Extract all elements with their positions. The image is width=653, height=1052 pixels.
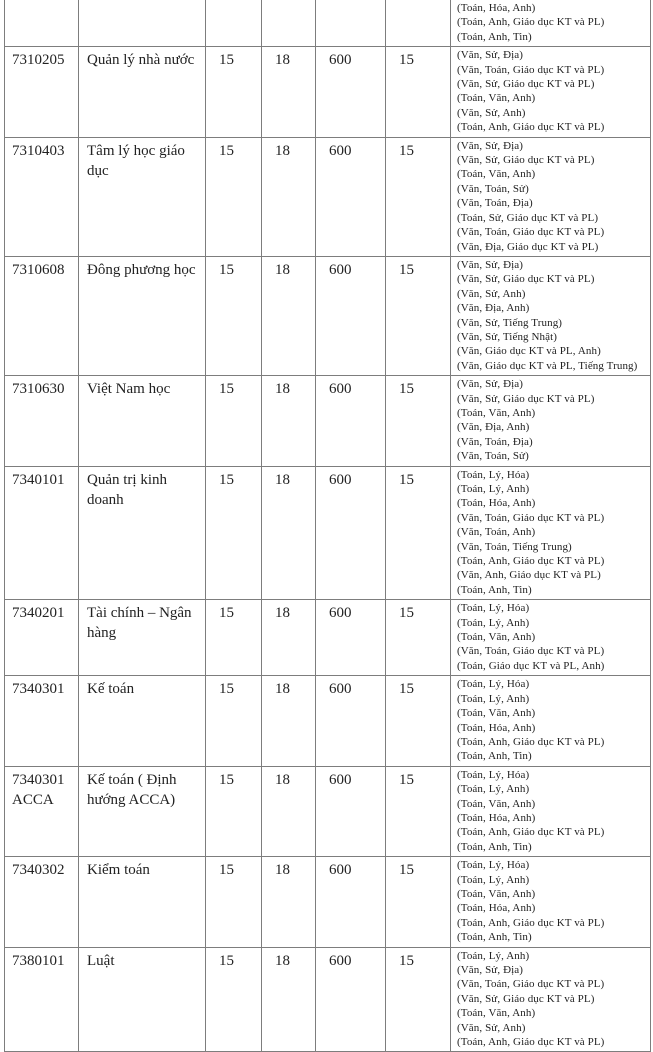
subject-combination: (Toán, Hóa, Anh) (457, 721, 536, 734)
subject-combination: (Văn, Sử, Giáo dục KT và PL) (457, 992, 595, 1005)
subject-combinations-cell (451, 466, 651, 600)
subject-combination: (Văn, Toán, Giáo dục KT và PL) (457, 511, 605, 524)
subject-combination: (Toán, Văn, Anh) (457, 887, 536, 900)
subject-combination: (Văn, Địa, Giáo dục KT và PL) (457, 240, 599, 253)
subject-combination: (Văn, Sử, Địa) (457, 258, 524, 271)
major-code-cell: 7310608 (5, 256, 79, 375)
value-cell-1: 15 (206, 857, 262, 947)
major-name-cell: Luật (79, 947, 206, 1052)
subject-combination: (Văn, Toán, Địa) (457, 435, 533, 448)
subject-combination: (Văn, Toán, Giáo dục KT và PL) (457, 978, 605, 991)
major-code-cell: 7340301 ACCA (5, 766, 79, 856)
value-cell-1: 15 (206, 47, 262, 137)
subject-combination: (Văn, Sử, Địa) (457, 378, 524, 391)
value-cell-4: 15 (386, 256, 451, 375)
subject-combination: (Toán, Giáo dục KT và PL, Anh) (457, 659, 605, 672)
major-code-cell: 7340101 (5, 466, 79, 600)
value-cell-3: 600 (316, 676, 386, 766)
major-name-cell: Kiểm toán (79, 857, 206, 947)
subject-combination: (Toán, Anh, Giáo dục KT và PL) (457, 555, 605, 568)
value-cell-3 (316, 0, 386, 47)
value-cell-1: 15 (206, 137, 262, 256)
table-row (5, 376, 651, 466)
value-cell-4: 15 (386, 857, 451, 947)
value-cell-1: 15 (206, 466, 262, 600)
value-cell-2: 18 (262, 947, 316, 1052)
subject-combination: (Văn, Sử, Địa) (457, 139, 524, 152)
major-name-cell: Kế toán ( Định hướng ACCA) (79, 766, 206, 856)
value-cell-4: 15 (386, 466, 451, 600)
value-cell-1: 15 (206, 766, 262, 856)
table-row (5, 857, 651, 947)
subject-combination: (Toán, Anh, Giáo dục KT và PL) (457, 1036, 605, 1049)
subject-combination: (Văn, Toán, Sử) (457, 182, 529, 195)
subject-combination: (Toán, Hóa, Anh) (457, 2, 536, 14)
subject-combination: (Toán, Anh, Giáo dục KT và PL) (457, 16, 605, 29)
subject-combination: (Toán, Văn, Anh) (457, 92, 536, 105)
subject-combination: (Toán, Lý, Hóa) (457, 602, 530, 615)
major-code-cell (5, 0, 79, 47)
subject-combination: (Toán, Lý, Anh) (457, 949, 530, 962)
subject-combination: (Văn, Sử, Tiếng Nhật) (457, 330, 558, 343)
value-cell-4: 15 (386, 137, 451, 256)
value-cell-3: 600 (316, 947, 386, 1052)
subject-combination: (Văn, Sử, Anh) (457, 287, 526, 300)
subject-combination: (Toán, Anh, Tin) (457, 750, 532, 763)
subject-combinations-cell (451, 857, 651, 947)
subject-combination: (Văn, Sử, Địa) (457, 964, 524, 976)
subject-combination: (Toán, Văn, Anh) (457, 797, 536, 810)
subject-combination: (Toán, Lý, Anh) (457, 873, 530, 886)
subject-combination: (Văn, Sử, Giáo dục KT và PL) (457, 392, 595, 405)
major-name-cell: Tài chính – Ngân hàng (79, 600, 206, 676)
admissions-table (4, 0, 651, 1052)
value-cell-1: 15 (206, 676, 262, 766)
subject-combination: (Toán, Anh, Giáo dục KT và PL) (457, 916, 605, 929)
subject-combination: (Văn, Toán, Giáo dục KT và PL) (457, 645, 605, 658)
subject-combination: (Văn, Sử, Giáo dục KT và PL) (457, 154, 595, 167)
subject-combination: (Văn, Sử, Giáo dục KT và PL) (457, 78, 595, 91)
subject-combination: (Toán, Anh, Tin) (457, 931, 532, 944)
value-cell-4 (386, 0, 451, 47)
table-row (5, 137, 651, 256)
subject-combinations-cell (451, 766, 651, 856)
subject-combination: (Văn, Toán, Địa) (457, 197, 533, 210)
value-cell-3: 600 (316, 256, 386, 375)
subject-combination: (Văn, Anh, Giáo dục KT và PL) (457, 569, 601, 582)
major-name-cell: Tâm lý học giáo dục (79, 137, 206, 256)
subject-combination: (Văn, Toán, Giáo dục KT và PL) (457, 63, 605, 76)
subject-combination: (Toán, Lý, Hóa) (457, 468, 530, 481)
value-cell-1 (206, 0, 262, 47)
value-cell-2: 18 (262, 47, 316, 137)
subject-combinations-cell (451, 0, 651, 47)
value-cell-4: 15 (386, 947, 451, 1052)
subject-combination: (Toán, Văn, Anh) (457, 168, 536, 181)
value-cell-4: 15 (386, 766, 451, 856)
subject-combination: (Toán, Lý, Anh) (457, 483, 530, 495)
value-cell-4: 15 (386, 376, 451, 466)
table-row (5, 466, 651, 600)
table-row (5, 766, 651, 856)
table-row (5, 947, 651, 1052)
value-cell-3: 600 (316, 376, 386, 466)
subject-combination: (Văn, Sử, Địa) (457, 49, 524, 62)
subject-combination: (Toán, Sử, Giáo dục KT và PL) (457, 211, 599, 224)
subject-combination: (Toán, Hóa, Anh) (457, 811, 536, 824)
value-cell-4: 15 (386, 676, 451, 766)
value-cell-2 (262, 0, 316, 47)
value-cell-2: 18 (262, 376, 316, 466)
subject-combination: (Văn, Địa, Anh) (457, 421, 530, 434)
subject-combinations-cell (451, 376, 651, 466)
subject-combination: (Văn, Sử, Tiếng Trung) (457, 316, 563, 329)
value-cell-4: 15 (386, 47, 451, 137)
value-cell-2: 18 (262, 676, 316, 766)
major-name-cell (79, 0, 206, 47)
subject-combination: (Văn, Toán, Tiếng Trung) (457, 540, 572, 553)
subject-combination: (Văn, Giáo dục KT và PL, Anh) (457, 345, 601, 358)
major-code-cell: 7340201 (5, 600, 79, 676)
major-code-cell: 7310630 (5, 376, 79, 466)
subject-combination: (Toán, Anh, Tin) (457, 583, 532, 596)
subject-combinations-cell (451, 676, 651, 766)
table-row (5, 0, 651, 47)
table-row (5, 676, 651, 766)
value-cell-1: 15 (206, 376, 262, 466)
subject-combination: (Văn, Toán, Sử) (457, 450, 529, 463)
value-cell-3: 600 (316, 47, 386, 137)
value-cell-1: 15 (206, 256, 262, 375)
table-row (5, 256, 651, 375)
subject-combination: (Toán, Anh, Tin) (457, 840, 532, 853)
subject-combination: (Toán, Văn, Anh) (457, 1007, 536, 1020)
subject-combinations-cell (451, 600, 651, 676)
subject-combination: (Văn, Địa, Anh) (457, 302, 530, 315)
major-name-cell: Kế toán (79, 676, 206, 766)
subject-combinations-cell (451, 47, 651, 137)
value-cell-2: 18 (262, 766, 316, 856)
major-name-cell: Việt Nam học (79, 376, 206, 466)
subject-combination: (Toán, Lý, Anh) (457, 692, 530, 705)
subject-combination: (Toán, Anh, Tin) (457, 30, 532, 43)
subject-combinations-cell (451, 256, 651, 375)
value-cell-3: 600 (316, 600, 386, 676)
subject-combination: (Văn, Sử, Anh) (457, 1021, 526, 1034)
subject-combinations-cell (451, 137, 651, 256)
subject-combination: (Toán, Hóa, Anh) (457, 902, 536, 915)
subject-combination: (Văn, Giáo dục KT và PL, Tiếng Trung) (457, 359, 638, 372)
subject-combination: (Toán, Văn, Anh) (457, 406, 536, 419)
table-row (5, 600, 651, 676)
subject-combination: (Văn, Toán, Giáo dục KT và PL) (457, 226, 605, 239)
major-code-cell: 7310403 (5, 137, 79, 256)
subject-combination: (Toán, Lý, Hóa) (457, 768, 530, 781)
major-code-cell: 7310205 (5, 47, 79, 137)
value-cell-3: 600 (316, 766, 386, 856)
subject-combination: (Toán, Văn, Anh) (457, 707, 536, 720)
subject-combination: (Toán, Anh, Giáo dục KT và PL) (457, 826, 605, 839)
value-cell-2: 18 (262, 256, 316, 375)
value-cell-2: 18 (262, 137, 316, 256)
value-cell-2: 18 (262, 600, 316, 676)
subject-combination: (Toán, Lý, Anh) (457, 783, 530, 796)
subject-combination: (Toán, Lý, Hóa) (457, 678, 530, 691)
major-name-cell: Quản trị kinh doanh (79, 466, 206, 600)
value-cell-2: 18 (262, 466, 316, 600)
value-cell-2: 18 (262, 857, 316, 947)
subject-combination: (Toán, Anh, Giáo dục KT và PL) (457, 735, 605, 748)
major-name-cell: Quản lý nhà nước (79, 47, 206, 137)
major-code-cell: 7380101 (5, 947, 79, 1052)
subject-combination: (Toán, Văn, Anh) (457, 631, 536, 644)
value-cell-3: 600 (316, 137, 386, 256)
major-name-cell: Đông phương học (79, 256, 206, 375)
value-cell-3: 600 (316, 857, 386, 947)
subject-combination: (Văn, Sử, Giáo dục KT và PL) (457, 273, 595, 286)
major-code-cell: 7340301 (5, 676, 79, 766)
subject-combination: (Toán, Anh, Giáo dục KT và PL) (457, 121, 605, 134)
subject-combination: (Văn, Toán, Anh) (457, 526, 536, 539)
subject-combination: (Văn, Sử, Anh) (457, 106, 526, 119)
subject-combination: (Toán, Hóa, Anh) (457, 497, 536, 510)
value-cell-1: 15 (206, 947, 262, 1052)
subject-combination: (Toán, Lý, Hóa) (457, 859, 530, 872)
major-code-cell: 7340302 (5, 857, 79, 947)
value-cell-4: 15 (386, 600, 451, 676)
subject-combinations-cell (451, 947, 651, 1052)
value-cell-1: 15 (206, 600, 262, 676)
value-cell-3: 600 (316, 466, 386, 600)
admissions-table-body (5, 0, 651, 1052)
table-row (5, 47, 651, 137)
subject-combination: (Toán, Lý, Anh) (457, 616, 530, 629)
